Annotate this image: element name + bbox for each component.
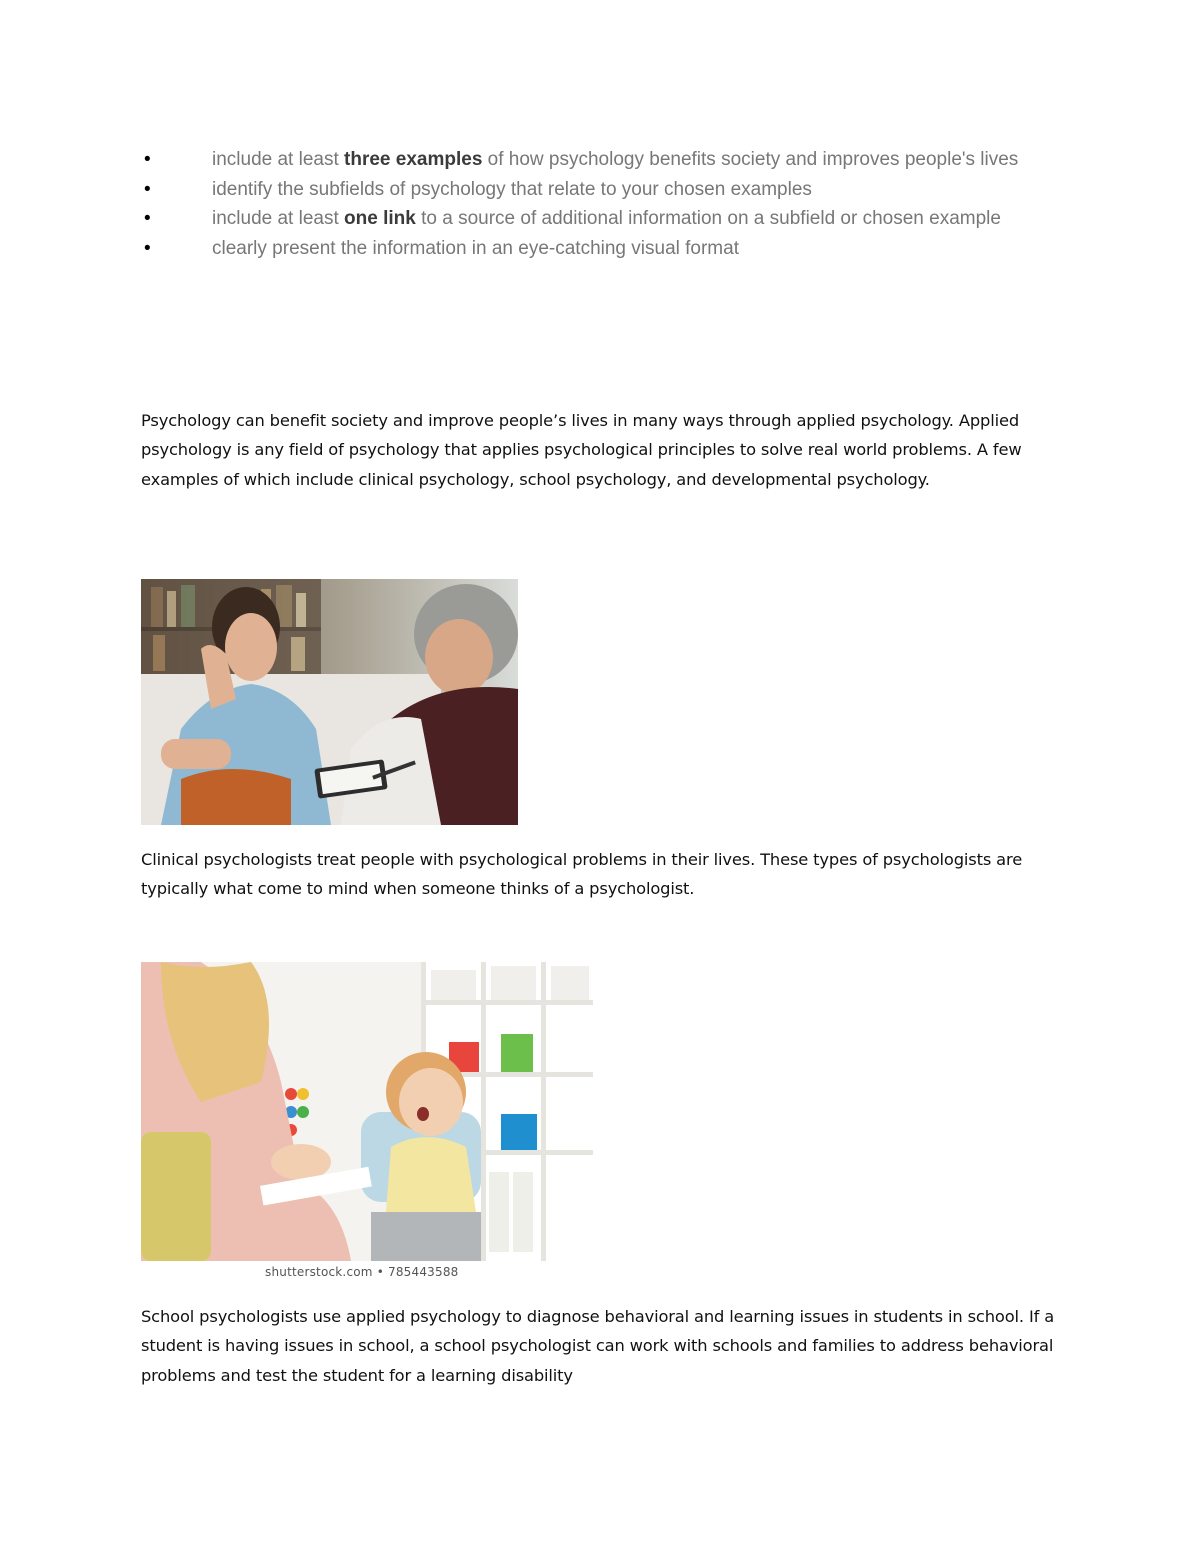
bullet-bold-text: one link [344,208,416,229]
school-psychology-photo [141,962,593,1261]
list-item [140,145,1060,175]
bullet-text: include at least [212,149,345,170]
requirements-list [140,145,1060,263]
list-item [140,175,1060,205]
clinical-paragraph: Clinical psychologists treat people with psychological problems in their lives. These types of psychologists are typically what come to mind when someone thinks of a psychologist. [141,850,1023,899]
bullet-icon: • [144,208,151,229]
bullet-icon: • [144,237,151,259]
bullet-bold-text: three examples [344,149,483,170]
child-session-illustration [141,962,593,1261]
bullet-icon: • [144,149,151,170]
bullet-text: of how psychology benefits society and improves people's lives [482,149,1019,170]
bullet-icon: • [144,178,151,200]
bullet-text: include at least [212,208,345,229]
intro-paragraph: Psychology can benefit society and improve people’s lives in many ways through applied psychology. Applied psychology is any field of psychology that applies psychological principles to solve real world problems. A few examples of which include clinical psychology, school psychology, and developmental psychology. [141,411,1022,489]
clinical-psychology-photo [141,579,518,825]
therapy-session-illustration [141,579,518,825]
bullet-text: clearly present the information in an eye-catching visual format [212,237,739,259]
list-item [140,204,1060,234]
image-credit: shutterstock.com • 785443588 [265,1265,459,1279]
list-item [140,234,1060,264]
bullet-text: identify the subfields of psychology that relate to your chosen examples [212,178,812,200]
school-paragraph: School psychologists use applied psychology to diagnose behavioral and learning issues in students in school. If a student is having issues in school, a school psychologist can work with schools and families to address behavioral problems and test the student for a learning disability [141,1307,1055,1385]
bullet-text: to a source of additional information on a subfield or chosen example [415,208,1001,229]
